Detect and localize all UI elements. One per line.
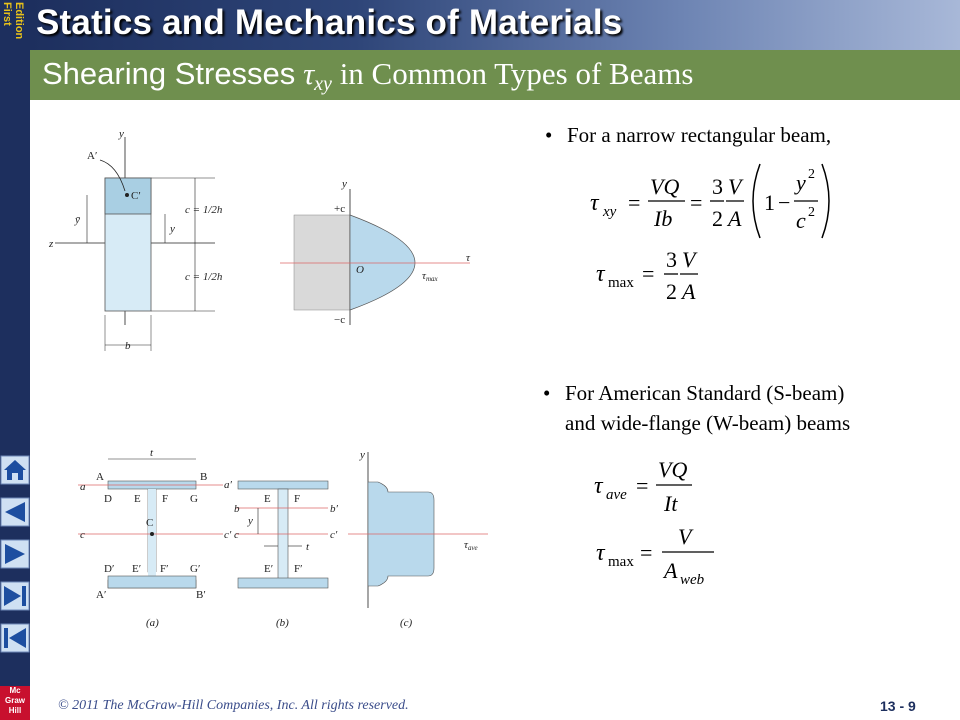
edition-label xyxy=(1,2,29,62)
home-icon xyxy=(0,455,30,485)
f4-den-sub: web xyxy=(680,572,705,588)
slide-title-main: Shearing Stresses xyxy=(42,56,296,91)
ibeam-b-line-b-prime: b′ xyxy=(330,503,338,515)
formula-tau-max-rect xyxy=(594,245,714,311)
ibeam-a-Gp: G′ xyxy=(190,563,201,575)
f1-c-exp: 2 xyxy=(808,205,815,220)
svg-text:=: = xyxy=(628,190,641,215)
f4-num: V xyxy=(678,524,692,549)
rect-a-prime: A′ xyxy=(87,150,98,162)
ibeam-a-line-c-prime: c′ xyxy=(224,529,232,541)
rect-c-bot: c = 1/2h xyxy=(185,271,223,283)
rect-b: b xyxy=(125,340,131,352)
svg-text:=: = xyxy=(690,190,703,215)
ibeam-a-B: B xyxy=(200,471,208,483)
ibeam-a-C: C xyxy=(146,517,154,529)
ibeam-c-y: y xyxy=(360,449,365,461)
bullet-sbeam: • For American Standard (S-beam) and wide-flange (W-beam) beams xyxy=(543,381,851,435)
f2-v: V xyxy=(682,247,696,272)
figure-rect-section xyxy=(45,125,245,355)
ibeam-a-line-a-prime: a′ xyxy=(224,479,232,491)
f1-y: y xyxy=(796,170,806,195)
dist-y-axis: y xyxy=(342,178,347,190)
bullet-narrow-rect-text: For a narrow rectangular beam, xyxy=(567,123,832,147)
ibeam-a-E: E xyxy=(134,493,141,505)
last-slide-button[interactable] xyxy=(0,581,30,611)
f1-c: c xyxy=(796,208,806,233)
f4-tau-sub: max xyxy=(608,554,634,570)
f3-tau-sub: ave xyxy=(606,487,627,503)
f3-num: VQ xyxy=(658,457,688,482)
ibeam-b-line-c: c xyxy=(234,529,239,541)
ibeam-a-D: D xyxy=(104,493,112,505)
dist-plus-c: +c xyxy=(334,203,346,215)
logo-line1: Mc xyxy=(9,686,21,695)
svg-text:=: = xyxy=(640,540,653,565)
home-button[interactable] xyxy=(0,455,30,485)
svg-text:=: = xyxy=(642,261,655,286)
figure-ibeam-sections xyxy=(78,448,498,633)
edition-line2: Edition xyxy=(13,2,25,40)
ibeam-b-y: y xyxy=(248,515,253,527)
slide-title-subscript: xy xyxy=(314,73,332,95)
f1-tau-sub: xy xyxy=(603,204,617,220)
rect-y-small: y xyxy=(170,223,175,235)
ibeam-a-line-a: a xyxy=(80,481,86,493)
ibeam-b-E: E xyxy=(264,493,271,505)
header-bar xyxy=(30,0,960,50)
f1-den: Ib xyxy=(654,206,673,231)
dist-tau: τ xyxy=(466,252,470,264)
left-sidebar xyxy=(0,0,30,720)
ibeam-a-F: F xyxy=(162,493,169,505)
slide-title xyxy=(42,56,693,96)
ibeam-a-Dp: D′ xyxy=(104,563,115,575)
f3-tau: τ xyxy=(594,473,603,499)
f1-num: VQ xyxy=(650,174,680,199)
f2-coef-num: 3 xyxy=(666,247,677,272)
rect-c-top: c = 1/2h xyxy=(185,204,223,216)
formula-tau-ave xyxy=(592,455,702,521)
f1-v: V xyxy=(728,174,742,199)
previous-button[interactable] xyxy=(0,497,30,527)
ibeam-b-F: F xyxy=(294,493,301,505)
slide-title-bar xyxy=(30,50,960,100)
rect-ybar: ȳ xyxy=(75,214,80,226)
bullet-narrow-rect: • For a narrow rectangular beam, xyxy=(545,123,832,147)
logo-line2: Graw xyxy=(4,696,25,705)
rect-z-axis: z xyxy=(49,238,54,250)
ibeam-a-G: G xyxy=(190,493,198,505)
ibeam-a-Fp: F′ xyxy=(160,563,169,575)
book-title: Statics and Mechanics of Materials xyxy=(36,3,623,42)
logo-line3: Hill xyxy=(8,706,22,715)
next-button[interactable] xyxy=(0,539,30,569)
ibeam-a-A: A xyxy=(96,471,104,483)
slide-title-symbol: τ xyxy=(303,56,315,91)
ibeam-b-Ep: E′ xyxy=(264,563,274,575)
f1-y-exp: 2 xyxy=(808,167,815,182)
bullet-sbeam-line1: For American Standard (S-beam) xyxy=(565,381,845,405)
next-icon xyxy=(0,539,30,569)
f3-den: It xyxy=(664,491,678,516)
ibeam-b-t: t xyxy=(306,541,310,553)
ibeam-a-line-c: c xyxy=(80,529,85,541)
ibeam-caption-b: (b) xyxy=(276,617,289,629)
figure-shear-distribution xyxy=(280,175,480,330)
dist-origin: O xyxy=(356,264,364,276)
f2-a: A xyxy=(682,279,696,304)
first-icon xyxy=(0,623,30,653)
copyright-text: © 2011 The McGraw-Hill Companies, Inc. All rights reserved. xyxy=(58,698,409,713)
formula-tau-max-web xyxy=(594,522,724,588)
ibeam-a-Ep: E′ xyxy=(132,563,142,575)
f4-tau: τ xyxy=(596,540,605,566)
f1-one: 1 xyxy=(764,190,775,215)
bullet-sbeam-line2: and wide-flange (W-beam) beams xyxy=(565,411,851,435)
ibeam-caption-c: (c) xyxy=(400,617,413,629)
dist-tau-max: τmax xyxy=(422,270,438,283)
ibeam-b-line-c-prime: c′ xyxy=(330,529,338,541)
previous-icon xyxy=(0,497,30,527)
formula-tau-xy xyxy=(588,160,838,242)
last-icon xyxy=(0,581,30,611)
rect-c-prime: C′ xyxy=(131,190,141,202)
ibeam-a-t: t xyxy=(150,448,154,459)
first-slide-button[interactable] xyxy=(0,623,30,653)
ibeam-b-line-b: b xyxy=(234,503,240,515)
ibeam-c-tau-ave: τave xyxy=(464,539,478,552)
f1-coef-num: 3 xyxy=(712,174,723,199)
f2-tau: τ xyxy=(596,261,605,287)
ibeam-a-Bp: B′ xyxy=(196,589,206,601)
f2-tau-sub: max xyxy=(608,275,634,291)
f4-den: A xyxy=(664,558,678,583)
f1-coef-den: 2 xyxy=(712,206,723,231)
svg-text:=: = xyxy=(636,473,649,498)
edition-line1: First xyxy=(1,2,13,26)
slide-title-rest: in Common Types of Beams xyxy=(339,56,694,91)
f1-tau: τ xyxy=(590,190,599,216)
f1-a: A xyxy=(728,206,742,231)
rect-y-axis: y xyxy=(119,128,124,140)
dist-minus-c: −c xyxy=(334,314,346,326)
ibeam-caption-a: (a) xyxy=(146,617,159,629)
mcgraw-hill-logo xyxy=(0,686,30,720)
svg-text:−: − xyxy=(778,190,791,215)
ibeam-b-Fp: F′ xyxy=(294,563,303,575)
f2-coef-den: 2 xyxy=(666,279,677,304)
ibeam-a-Ap: A′ xyxy=(96,589,107,601)
page-number: 13 - 9 xyxy=(880,698,916,714)
